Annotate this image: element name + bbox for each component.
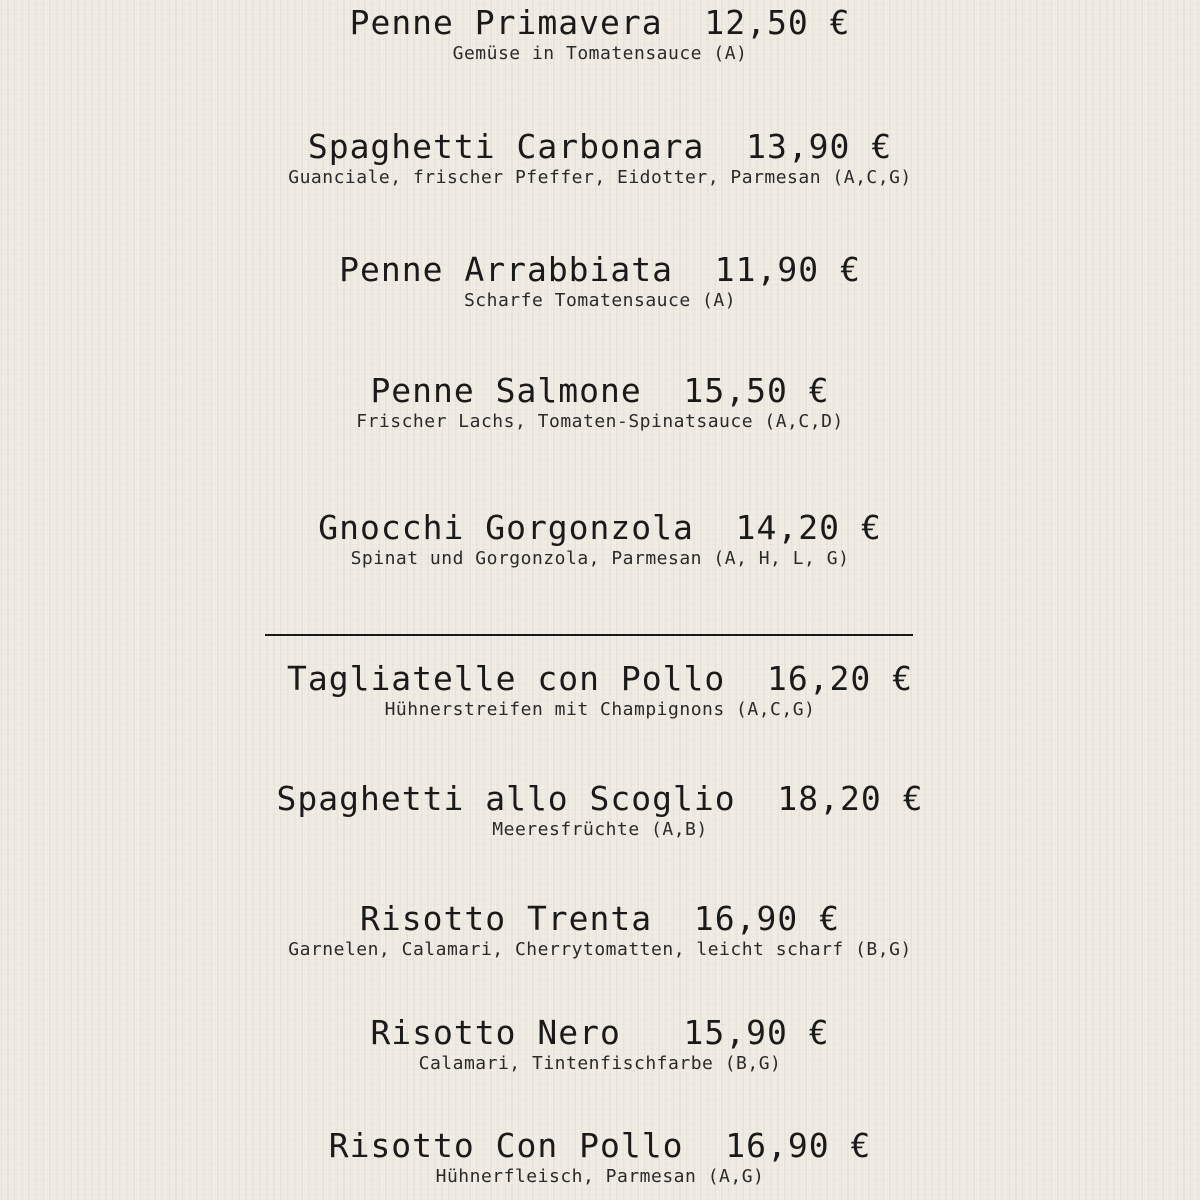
dish-name: Spaghetti allo Scoglio bbox=[276, 779, 736, 818]
menu-item-gnocchi-gorgonzola bbox=[0, 508, 1200, 570]
dish-line bbox=[0, 899, 1200, 939]
dish-line bbox=[0, 659, 1200, 699]
dish-description: Meeresfrüchte (A,B) bbox=[492, 819, 708, 840]
dish-name: Gnocchi Gorgonzola bbox=[318, 508, 694, 547]
dish-line bbox=[0, 508, 1200, 548]
dish-price: 12,50 € bbox=[704, 3, 851, 42]
dish-line bbox=[0, 1126, 1200, 1166]
menu-item-risotto-nero bbox=[0, 1013, 1200, 1075]
dish-description: Hühnerfleisch, Parmesan (A,G) bbox=[435, 1166, 765, 1187]
dish-price: 11,90 € bbox=[714, 250, 861, 289]
menu-item-penne-primavera bbox=[0, 3, 1200, 65]
dish-price: 16,20 € bbox=[766, 659, 914, 698]
dish-line bbox=[0, 127, 1200, 167]
dish-spacer bbox=[683, 1126, 725, 1165]
dish-price: 18,20 € bbox=[777, 779, 924, 818]
dish-description: Calamari, Tintenfischfarbe (B,G) bbox=[418, 1053, 782, 1074]
dish-description: Spinat und Gorgonzola, Parmesan (A, H, L, G) bbox=[350, 548, 850, 569]
menu-item-spaghetti-carbonara bbox=[0, 127, 1200, 189]
dish-line bbox=[0, 779, 1200, 819]
dish-price: 15,50 € bbox=[683, 371, 830, 410]
dish-name: Tagliatelle con Pollo bbox=[286, 659, 726, 698]
dish-name: Risotto Con Pollo bbox=[328, 1126, 684, 1165]
dish-spacer bbox=[694, 508, 736, 547]
dish-price: 16,90 € bbox=[725, 1126, 872, 1165]
dish-description: Garnelen, Calamari, Cherrytomatten, leicht scharf (B,G) bbox=[288, 939, 912, 960]
dish-spacer bbox=[725, 659, 767, 698]
menu-item-penne-salmone bbox=[0, 371, 1200, 433]
dish-name: Penne Salmone bbox=[370, 371, 642, 410]
menu-item-tagliatelle-con-pollo bbox=[0, 659, 1200, 721]
menu-item-risotto-con-pollo bbox=[0, 1126, 1200, 1188]
dish-name: Spaghetti Carbonara bbox=[307, 127, 705, 166]
dish-spacer bbox=[621, 1013, 684, 1052]
dish-name: Penne Primavera bbox=[349, 3, 663, 42]
dish-line bbox=[0, 371, 1200, 411]
dish-line bbox=[0, 1013, 1200, 1053]
dish-line bbox=[0, 250, 1200, 290]
dish-line bbox=[0, 3, 1200, 43]
dish-price: 15,90 € bbox=[683, 1013, 830, 1052]
dish-name: Penne Arrabbiata bbox=[339, 250, 674, 289]
dish-description: Gemüse in Tomatensauce (A) bbox=[452, 43, 748, 64]
dish-name: Risotto Trenta bbox=[360, 899, 653, 938]
dish-price: 14,20 € bbox=[735, 508, 882, 547]
menu-item-risotto-trenta bbox=[0, 899, 1200, 961]
menu-item-spaghetti-allo-scoglio bbox=[0, 779, 1200, 841]
dish-spacer bbox=[673, 250, 715, 289]
dish-spacer bbox=[663, 3, 705, 42]
dish-spacer bbox=[642, 371, 684, 410]
dish-spacer bbox=[736, 779, 778, 818]
dish-price: 13,90 € bbox=[746, 127, 893, 166]
dish-description: Guanciale, frischer Pfeffer, Eidotter, Parmesan (A,C,G) bbox=[288, 167, 912, 188]
dish-spacer bbox=[704, 127, 746, 166]
menu-item-penne-arrabbiata bbox=[0, 250, 1200, 312]
dish-description: Scharfe Tomatensauce (A) bbox=[463, 290, 737, 311]
dish-description: Hühnerstreifen mit Champignons (A,C,G) bbox=[384, 699, 816, 720]
dish-spacer bbox=[652, 899, 694, 938]
dish-name: Risotto Nero bbox=[370, 1013, 621, 1052]
section-divider bbox=[265, 634, 913, 636]
dish-price: 16,90 € bbox=[693, 899, 840, 938]
dish-description: Frischer Lachs, Tomaten-Spinatsauce (A,C,D) bbox=[356, 411, 844, 432]
